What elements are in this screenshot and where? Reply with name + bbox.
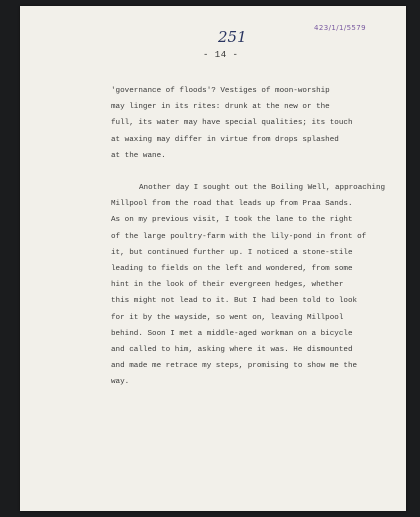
text-line: of the large poultry-farm with the lily-pond in front of [111,232,367,241]
text-line: it, but continued further up. I noticed a stone-stile [111,248,353,257]
text-line: 'governance of floods'? Vestiges of moon-worship [111,87,330,95]
paragraph-2 [111,180,396,391]
page-number: - 14 - [203,50,239,60]
text-line: Another day I sought out the Boiling Well, approaching [139,184,386,193]
text-line: Millpool from the road that leads up from Praa Sands. [111,200,353,209]
text-line: leading to fields on the left and wondered, from some [111,265,353,274]
folio-number: 251 [218,28,247,46]
text-line: hint in the look of their evergreen hedges, whether [111,281,344,290]
text-line: As on my previous visit, I took the lane to the right [111,216,353,225]
text-line: for it by the wayside, so went on, leaving Millpool [111,313,344,322]
text-line: at waxing may differ in virtue from drops splashed [111,135,339,144]
document-page [20,6,406,511]
reference-number: 423/1/1/5579 [314,24,366,32]
text-line: behind. Soon I met a middle-aged workman on a bicycle [111,329,353,338]
text-line: and made me retrace my steps, promising to show me the [111,362,358,371]
text-line: at the wane. [111,151,166,160]
text-line: this might not lead to it. But I had been told to look [111,297,358,306]
paragraph-1 [111,83,396,164]
typescript-body [111,83,396,391]
text-line: full, its water may have special qualities; its touch [111,119,353,128]
text-line: may linger in its rites: drunk at the new or the [111,103,330,112]
text-line: way. [111,378,130,387]
text-line: and called to him, asking where it was. He dismounted [111,346,353,355]
